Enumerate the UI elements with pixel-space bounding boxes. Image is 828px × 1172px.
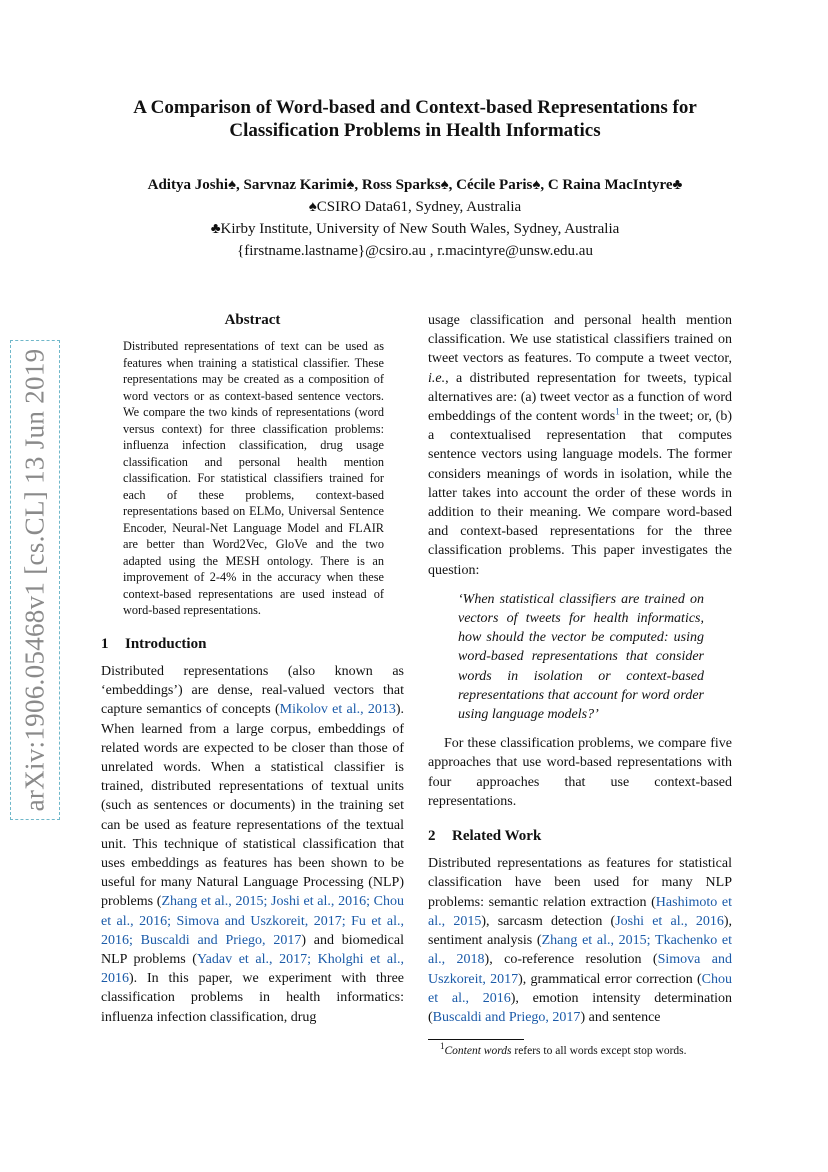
affiliation-kirby: ♣Kirby Institute, University of New South Wales, Sydney, Australia bbox=[210, 221, 620, 237]
intro-text: in the tweet; or, (b) a contextualised representation that computes sentence vectors using language models. The former considers meanings of words in isolation, while the latter takes into account the order of these words in addition to their meaning. We compare word-based and context-based representations for the three classification problems. This paper investigates the question: bbox=[428, 409, 732, 578]
footnote bbox=[428, 1041, 732, 1059]
citation-sentiment[interactable]: Zhang et al., 2015; Tkachenko et al., 2018 bbox=[428, 933, 733, 968]
intro-text: ). In this paper, we experiment with three classification problems in health informatics: influenza infection classification, drug bbox=[101, 971, 404, 1025]
intro-text: ). When learned from a large corpus, embeddings of related words are expected to be closer than those of unrelated words. When a statistical classifier is trained, distributed representations of textual units (such as sentences or documents) in the training set can be used as feature representations of the textual unit. This technique of statistical classification that uses embeddings as features has been shown to be useful for many Natural Language Processing (NLP) problems ( bbox=[101, 702, 404, 910]
footnote-term: Content words bbox=[444, 1045, 512, 1058]
arxiv-identifier: arXiv:1906.05468v1 [cs.CL] 13 Jun 2019 bbox=[19, 348, 50, 812]
right-column bbox=[428, 311, 732, 1059]
citation-joshi[interactable]: Joshi et al., 2016 bbox=[615, 913, 724, 929]
ie-abbreviation: i.e. bbox=[428, 370, 446, 386]
related-text: ), co-reference resolution ( bbox=[484, 952, 658, 968]
section-1-number: 1 bbox=[101, 635, 109, 652]
citation-buscaldi[interactable]: Buscaldi and Priego, 2017 bbox=[432, 1009, 581, 1025]
author-names: Aditya Joshi♠, Sarvnaz Karimi♠, Ross Sparks♠, Cécile Paris♠, C Raina MacIntyre♣ bbox=[147, 177, 683, 193]
left-column bbox=[101, 311, 404, 1027]
footnote-divider bbox=[428, 1039, 524, 1040]
related-text: Distributed representations as features for statistical classification have been used for many NLP problems: semantic relation extraction ( bbox=[428, 856, 732, 910]
citation-chou[interactable]: Chou et al., 2016 bbox=[428, 971, 732, 1006]
intro-text: Distributed representations (also known as ‘embeddings’) are dense, real-valued vectors that capture semantics of concepts ( bbox=[101, 663, 404, 718]
approaches-paragraph: For these classification problems, we compare five approaches that use word-based representations with four approaches that use context-based representations. bbox=[428, 736, 732, 809]
section-2-number: 2 bbox=[428, 828, 436, 845]
citation-simova[interactable]: Simova and Uszkoreit, 2017 bbox=[428, 952, 733, 987]
related-text: ), grammatical error correction ( bbox=[518, 971, 702, 987]
intro-continued-paragraph bbox=[428, 311, 732, 580]
author-emails: {firstname.lastname}@csiro.au , r.macintyre@unsw.edu.au bbox=[237, 243, 593, 259]
related-work-paragraph bbox=[428, 854, 732, 1027]
citation-biomedical[interactable]: Yadav et al., 2017; Kholghi et al., 2016 bbox=[101, 951, 404, 987]
related-text: ), emotion intensity determination ( bbox=[428, 990, 732, 1025]
arxiv-identifier-box bbox=[10, 340, 60, 820]
intro-text: ) and biomedical NLP problems ( bbox=[101, 932, 404, 967]
author-block bbox=[90, 174, 740, 262]
introduction-paragraph bbox=[101, 662, 404, 1027]
citation-mikolov[interactable]: Mikolov et al., 2013 bbox=[279, 702, 396, 718]
section-2-heading bbox=[428, 827, 732, 846]
related-text: ), sentiment analysis ( bbox=[428, 913, 733, 949]
research-question: ‘When statistical classifiers are trained on vectors of tweets for health informatics, how should the vector be computed: using word-based representations that consider words in isolation or context-based representations that account for word order using language models?’ bbox=[458, 591, 704, 723]
intro-text: usage classification and personal health mention classification. We use statistical classifiers trained on tweet vectors as features. To compute a tweet vector, bbox=[428, 313, 732, 367]
section-1-heading bbox=[101, 635, 404, 654]
related-text: ), sarcasm detection ( bbox=[481, 913, 616, 929]
affiliation-csiro: ♠CSIRO Data61, Sydney, Australia bbox=[308, 199, 522, 215]
abstract-heading: Abstract bbox=[224, 312, 281, 328]
paper-title: A Comparison of Word-based and Context-based Representations for Classification Problems in Health Informatics bbox=[133, 97, 697, 141]
section-1-title: Introduction bbox=[125, 635, 207, 652]
citation-hashimoto[interactable]: Hashimoto et al., 2015 bbox=[428, 894, 733, 929]
citation-nlp-problems[interactable]: Zhang et al., 2015; Joshi et al., 2016; Chou et al., 2016; Simova and Uszkoreit, 2017; Fu et al., 2016; Buscaldi and Priego, 2017 bbox=[101, 894, 404, 948]
abstract-text: Distributed representations of text can be used as features when training a statistical classifier. These representations may be created as a composition of word vectors or as context-based sentence vectors. We compare the two kinds of representations (word versus context) for three classification problems: influenza infection classification, drug usage classification and personal health mention classification. For statistical classifiers trained for each of these problems, context-based representations based on ELMo, Universal Sentence Encoder, Neural-Net Language Model and FLAIR are better than Word2Vec, GloVe and the two adapted using the MESH ontology. There is an improvement of 2-4% in the accuracy when these context-based representations are used instead of word-based representations. bbox=[123, 339, 384, 618]
intro-text: , a distributed representation for tweets, typical alternatives are: (a) tweet vector as a function of word embeddings of the content words bbox=[428, 370, 732, 425]
section-2-title: Related Work bbox=[452, 828, 542, 845]
footnote-text: refers to all words except stop words. bbox=[511, 1045, 687, 1058]
footnote-number: 1 bbox=[440, 1041, 445, 1052]
related-text: ) and sentence bbox=[580, 1009, 661, 1025]
footnote-marker[interactable]: 1 bbox=[615, 406, 620, 417]
